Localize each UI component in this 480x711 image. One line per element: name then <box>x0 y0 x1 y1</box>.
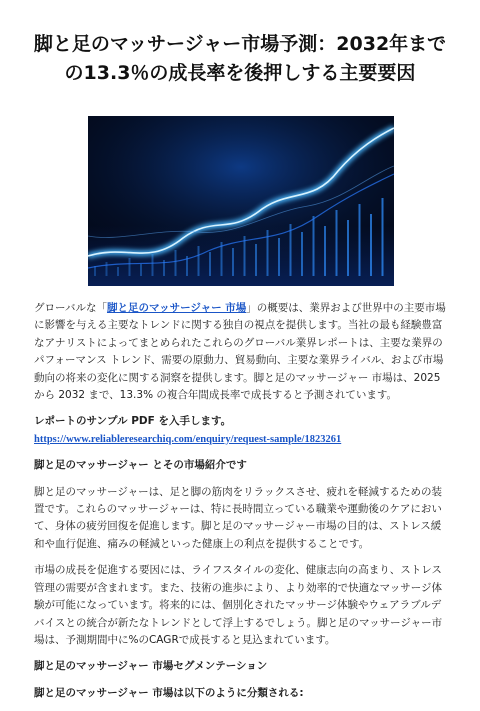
decor-bar <box>117 267 119 276</box>
decor-bar <box>152 254 154 276</box>
growth-chart-illustration <box>88 116 394 286</box>
market-keyword-link[interactable]: 脚と足のマッサージャー 市場 <box>106 302 247 314</box>
decor-bar <box>278 238 280 276</box>
decor-bar <box>140 264 142 276</box>
description-paragraph: 脚と足のマッサージャーは、足と脚の筋肉をリラックスさせ、疲れを軽減するための装置です。これらのマッサージャーは、特に長時間立っている職業や運動後のケアにおいて、身体の疲労回復を促進します。脚と足のマッサージャー市場の目的は、ストレス緩和や血行促進、痛みの軽減といった健康上の利点を提供することです。 <box>34 485 443 550</box>
decor-bar <box>301 232 303 276</box>
sample-request-link[interactable]: https://www.reliableresearchiq.com/enquiry/request-sample/1823261 <box>34 433 342 445</box>
growth-paragraph: 市場の成長を促進する要因には、ライフスタイルの変化、健康志向の高まり、ストレス管理の需要が含まれます。また、技術の進歩により、より効率的で快適なマッサージ体験が可能になっています。将来的には、個別化されたマッサージ体験やウェアラブルデバイスとの統合が新たなトレンドとして浮上するでしょう。脚と足のマッサージャー市場は、予測期間中に%のCAGRで成長すると見込まれています。 <box>34 564 443 646</box>
decor-bar <box>94 266 96 276</box>
decor-bar <box>336 210 338 276</box>
section-heading-intro: 脚と足のマッサージャー とその市場紹介です <box>34 459 247 472</box>
decor-bar <box>359 204 361 276</box>
sample-label: レポートのサンプル PDF を入手します。 <box>34 415 232 428</box>
title-line-2: の13.3％の成長率を後押しする主要要因 <box>64 62 416 84</box>
title-line-1: 脚と足のマッサージャー市場予測：2032年まで <box>33 33 447 55</box>
decor-bar <box>255 244 257 276</box>
decor-bar <box>347 220 349 276</box>
decor-bar <box>106 262 108 276</box>
decor-bar <box>324 226 326 276</box>
decor-bar <box>382 198 384 276</box>
intro-paragraph: グローバルな「脚と足のマッサージャー 市場」の概要は、業界および世界中の主要市場に影響を与える主要なトレンドに関する独自の視点を提供します。当社の最も経験豊富なアナリストによってまとめられたこれらのグローバル業界レポートは、主要な業界のパフォーマンス トレンド、需要の原動力、貿易動向、主要な業界ライバル、および市場動向の将来の変化に関する洞察を提供します。脚と足のマッサージャー 市場は、2025 から 2032 まで、13.3% の複合年間成長率で成長すると予測されています。 <box>34 302 446 402</box>
decor-bar <box>198 246 200 276</box>
section-heading-segmentation: 脚と足のマッサージャー 市場セグメンテーション <box>34 660 268 673</box>
decor-bar <box>209 252 211 276</box>
sample-request <box>34 413 446 448</box>
decor-bar <box>313 216 315 276</box>
article-body <box>34 300 446 711</box>
decor-bar <box>221 242 223 276</box>
page-title <box>20 30 460 88</box>
decor-bar <box>232 248 234 276</box>
hero-image <box>88 116 394 286</box>
decor-bar <box>129 258 131 276</box>
decor-bar <box>244 236 246 276</box>
decor-bar <box>175 250 177 276</box>
decor-bar <box>370 214 372 276</box>
section-heading-classification: 脚と足のマッサージャー 市場は以下のように分類される: <box>34 686 304 699</box>
decor-bar <box>290 224 292 276</box>
